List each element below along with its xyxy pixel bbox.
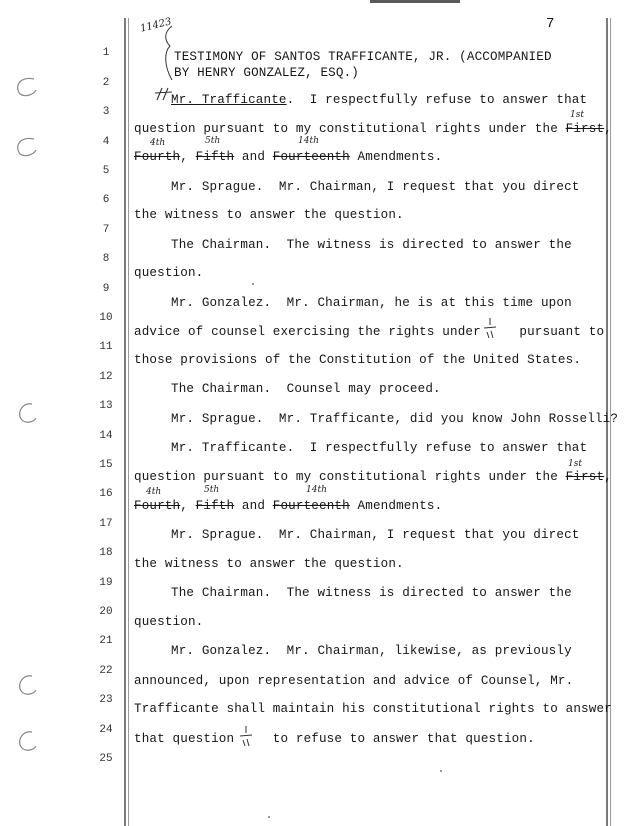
separator: , — [180, 499, 196, 513]
line-number: 6 — [102, 194, 110, 206]
line-20-text: question. — [134, 615, 204, 629]
line-11-text: those provisions of the Constitution of the United States. — [134, 353, 582, 367]
margin-scan-mark-icon — [12, 400, 42, 428]
top-edge-mark — [370, 0, 460, 3]
struck-word: Fourth — [134, 499, 181, 513]
line-number: 23 — [99, 694, 113, 706]
line-number: 8 — [102, 253, 110, 265]
line-16-text — [134, 499, 442, 513]
line-16-end: Amendments. — [349, 499, 443, 513]
line-number: 25 — [99, 753, 113, 765]
line-number: 14 — [99, 430, 113, 442]
testimony-heading-line1: TESTIMONY OF SANTOS TRAFFICANTE, JR. (ACCOMPANIED — [174, 50, 552, 64]
line-5-text: Mr. Sprague. Mr. Chairman, I request that you direct — [171, 180, 580, 194]
line-number: 9 — [102, 283, 110, 295]
struck-word: Fourteenth — [272, 499, 350, 513]
line-7-text: The Chairman. The witness is directed to answer the — [171, 238, 572, 252]
page-number: 7 — [546, 16, 555, 32]
line-3-text — [134, 122, 612, 136]
handwritten-correction: 14th — [306, 485, 327, 495]
line-2-text — [171, 93, 587, 107]
line-6-text: the witness to answer the question. — [134, 208, 404, 222]
line-17-text: Mr. Sprague. Mr. Chairman, I request that you direct — [171, 528, 580, 542]
handwritten-correction: 4th — [150, 138, 166, 148]
line-number: 16 — [99, 488, 113, 500]
scan-speckle — [268, 816, 270, 818]
line-4-text — [134, 150, 442, 164]
struck-word: Fifth — [195, 499, 235, 513]
line-number: 7 — [102, 224, 110, 236]
handwritten-correction: 5th — [205, 136, 221, 146]
line-3-main: question pursuant to my constitutional rights under the — [134, 122, 566, 136]
handwritten-fraction-icon — [482, 316, 498, 340]
line-number: 11 — [99, 341, 113, 353]
left-margin-rule-inner — [128, 18, 129, 826]
line-10-text: advice of counsel exercising the rights under pursuant to — [134, 325, 605, 339]
margin-scan-mark-icon — [12, 672, 42, 700]
line-number: 10 — [99, 312, 113, 324]
line-number: 3 — [102, 106, 110, 118]
margin-scan-mark-icon — [12, 134, 42, 160]
line-number: 4 — [102, 136, 110, 148]
scan-speckle — [440, 770, 442, 772]
line-3-end: , — [604, 122, 612, 136]
handwritten-correction: 1st — [570, 110, 584, 120]
line-15-main: question pursuant to my constitutional rights under the — [134, 470, 566, 484]
line-number: 1 — [102, 47, 110, 59]
separator: and — [234, 499, 273, 513]
separator: and — [234, 150, 273, 164]
line-number: 13 — [99, 400, 113, 412]
line-4-end: Amendments. — [349, 150, 443, 164]
struck-word: First — [565, 122, 605, 136]
line-22-text: announced, upon representation and advice of Counsel, Mr. — [134, 674, 574, 688]
line-number: 20 — [99, 606, 113, 618]
line-number: 22 — [99, 665, 113, 677]
line-number: 5 — [102, 165, 110, 177]
line-14-text: Mr. Trafficante. I respectfully refuse to answer that — [171, 441, 588, 455]
line-number: 2 — [102, 77, 110, 89]
line-21-text: Mr. Gonzalez. Mr. Chairman, likewise, as previously — [171, 644, 572, 658]
line-15-text — [134, 470, 612, 484]
handwritten-correction: 1st — [568, 459, 582, 469]
line-15-end: , — [604, 470, 612, 484]
line-24-text: that question to refuse to answer that question. — [134, 732, 535, 746]
line-2-rest: . I respectfully refuse to answer that — [286, 93, 588, 107]
line-18-text: the witness to answer the question. — [134, 557, 404, 571]
line-number: 18 — [99, 547, 113, 559]
margin-scan-mark-icon — [12, 728, 42, 756]
handwritten-correction: 14th — [298, 136, 319, 146]
line-number: 21 — [99, 635, 113, 647]
line-number: 17 — [99, 518, 113, 530]
handwritten-fraction-icon — [238, 724, 254, 748]
separator: , — [180, 150, 196, 164]
line-number: 24 — [99, 724, 113, 736]
line-19-text: The Chairman. The witness is directed to answer the — [171, 586, 572, 600]
handwritten-reference: 11423 — [139, 16, 173, 35]
handwritten-correction: 4th — [146, 487, 162, 497]
line-8-text: question. — [134, 266, 204, 280]
scan-speckle — [252, 283, 254, 285]
line-23-text: Trafficante shall maintain his constitutional rights to answer — [134, 702, 612, 716]
line-number: 19 — [99, 577, 113, 589]
line-9-text: Mr. Gonzalez. Mr. Chairman, he is at this time upon — [171, 296, 572, 310]
line-number: 12 — [99, 371, 113, 383]
struck-word: Fifth — [195, 150, 235, 164]
speaker-name: Mr. Trafficante — [171, 93, 287, 107]
struck-word: First — [565, 470, 605, 484]
handwritten-correction: 5th — [204, 485, 220, 495]
struck-word: Fourteenth — [272, 150, 350, 164]
line-12-text: The Chairman. Counsel may proceed. — [171, 382, 441, 396]
margin-scan-mark-icon — [12, 74, 42, 100]
line-13-text: Mr. Sprague. Mr. Trafficante, did you know John Rosselli? — [171, 412, 619, 426]
testimony-heading-line2: BY HENRY GONZALEZ, ESQ.) — [174, 66, 359, 80]
line-number: 15 — [99, 459, 113, 471]
left-margin-rule — [124, 18, 126, 826]
struck-word: Fourth — [134, 150, 181, 164]
